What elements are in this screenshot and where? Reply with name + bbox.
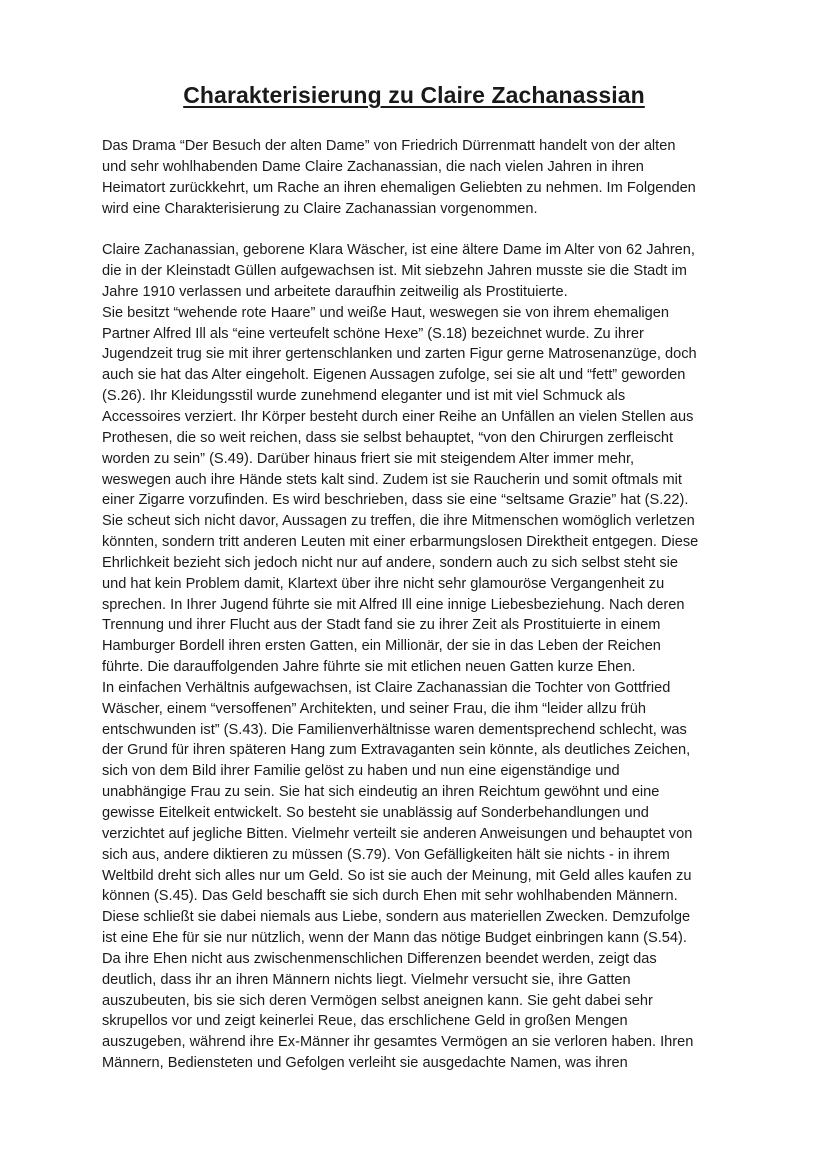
text-line: (S.26). Ihr Kleidungsstil wurde zunehmend eleganter und ist mit viel Schmuck als bbox=[102, 388, 626, 405]
text-line: Da ihre Ehen nicht aus zwischenmenschlichen Differenzen beendet werden, zeigt das bbox=[102, 950, 657, 967]
text-line: auch sie hat das Alter eingeholt. Eigenen Aussagen zufolge, sei sie alt und “fett” geworden bbox=[102, 367, 686, 384]
text-line: sich von dem Bild ihrer Familie gelöst zu haben und nun eine eigenständige und bbox=[102, 763, 620, 780]
text-line: Hamburger Bordell ihren ersten Gatten, ein Millionär, der sie in das Leben der Reichen bbox=[102, 638, 661, 655]
text-line: gewisse Eitelkeit entwickelt. So besteht sie unablässig auf Sonderbehandlungen und bbox=[102, 805, 649, 821]
text-line: können (S.45). Das Geld beschafft sie sich durch Ehen mit sehr wohlhabenden Männern. bbox=[102, 888, 678, 905]
text-line: und sehr wohlhabenden Dame Claire Zachanassian, die nach vielen Jahren in ihren bbox=[102, 158, 644, 175]
document-body bbox=[102, 136, 742, 1074]
text-line: einer Zigarre vorzufinden. Es wird beschrieben, dass sie eine “seltsame Grazie” hat (S.22). bbox=[102, 492, 689, 509]
main-paragraph bbox=[102, 240, 742, 1074]
text-line: auszugeben, während ihre Ex-Männer ihr gesamtes Vermögen an sie verloren haben. Ihren bbox=[102, 1034, 694, 1051]
text-line: sich aus, andere diktieren zu müssen (S.79). Von Gefälligkeiten hält sie nichts - in ihrem bbox=[102, 846, 670, 863]
text-line: wird eine Charakterisierung zu Claire Zachanassian vorgenommen. bbox=[102, 200, 538, 217]
page-title: Charakterisierung zu Claire Zachanassian bbox=[183, 82, 645, 108]
text-line: deutlich, dass ihr an ihren Männern nichts liegt. Vielmehr versucht sie, ihre Gatten bbox=[102, 971, 631, 988]
text-line: Wäscher, einem “versoffenen” Architekten, und seiner Frau, die ihm “leider allzu früh bbox=[102, 700, 647, 717]
text-line: führte. Die darauffolgenden Jahre führte sie mit etlichen neuen Gatten kurze Ehen. bbox=[102, 659, 636, 676]
text-line: Heimatort zurückkehrt, um Rache an ihren ehemaligen Geliebten zu nehmen. Im Folgenden bbox=[102, 179, 696, 196]
text-line: In einfachen Verhältnis aufgewachsen, ist Claire Zachanassian die Tochter von Gottfried bbox=[102, 679, 671, 696]
text-line: Das Drama “Der Besuch der alten Dame” von Friedrich Dürrenmatt handelt von der alten bbox=[102, 138, 676, 154]
text-line: Ehrlichkeit bezieht sich jedoch nicht nur auf andere, sondern auch zu sich selbst steht sie bbox=[102, 554, 678, 571]
text-line: Männern, Bediensteten und Gefolgen verleiht sie ausgedachte Namen, was ihren bbox=[102, 1055, 628, 1072]
text-line: sprechen. In Ihrer Jugend führte sie mit Alfred Ill eine innige Liebesbeziehung. Nach deren bbox=[102, 596, 685, 613]
text-line: könnten, sondern tritt anderen Leuten mit einer erbarmungslosen Direktheit entgegen. Diese bbox=[102, 534, 699, 551]
text-line: unabhängige Frau zu sein. Sie hat sich eindeutig an ihren Reichtum gewöhnt und eine bbox=[102, 784, 660, 801]
intro-paragraph bbox=[102, 136, 742, 219]
text-line: Sie scheut sich nicht davor, Aussagen zu treffen, die ihre Mitmenschen womöglich verletzen bbox=[102, 513, 695, 530]
text-line: die in der Kleinstadt Güllen aufgewachsen ist. Mit siebzehn Jahren musste sie die Stadt im bbox=[102, 263, 687, 280]
text-line: Prothesen, die so weit reichen, dass sie selbst behauptet, “von den Chirurgen zerfleischt bbox=[102, 429, 674, 446]
text-line: Jugendzeit trug sie mit ihrer gertenschlanken und zarten Figur gerne Matrosenanzüge, doch bbox=[102, 346, 697, 363]
text-line: verzichtet auf jegliche Bitten. Vielmehr verteilt sie anderen Anweisungen und behauptet von bbox=[102, 825, 693, 842]
text-line: Claire Zachanassian, geborene Klara Wäscher, ist eine ältere Dame im Alter von 62 Jahren, bbox=[102, 242, 695, 259]
text-line: Jahre 1910 verlassen und arbeitete daraufhin zeitweilig als Prostituierte. bbox=[102, 283, 568, 300]
text-line: und hat kein Problem damit, Klartext über ihre nicht sehr glamouröse Vergangenheit zu bbox=[102, 575, 665, 592]
text-line: weswegen auch ihre Hände stets kalt sind. Zudem ist sie Raucherin und somit oftmals mit bbox=[102, 471, 682, 488]
text-line: Partner Alfred Ill als “eine verteufelt schöne Hexe” (S.18) bezeichnet wurde. Zu ihrer bbox=[102, 325, 644, 342]
text-line: ist eine Ehe für sie nur nützlich, wenn der Mann das nötige Budget einbringen kann (S.54). bbox=[102, 930, 687, 947]
text-line: Weltbild dreht sich alles nur um Geld. So ist sie auch der Meinung, mit Geld alles kaufen zu bbox=[102, 867, 692, 884]
text-line: der Grund für ihren späteren Hang zum Extravaganten sein könnte, als deutliches Zeichen, bbox=[102, 742, 691, 759]
text-line: Sie besitzt “wehende rote Haare” und weiße Haut, weswegen sie von ihrem ehemaligen bbox=[102, 304, 670, 321]
text-line: Trennung und ihrer Flucht aus der Stadt fand sie zu ihrer Zeit als Prostituierte in einem bbox=[102, 617, 661, 634]
text-line: Accessoires verziert. Ihr Körper besteht durch einer Reihe an Unfällen an vielen Stellen aus bbox=[102, 408, 694, 425]
text-line: skrupellos vor und zeigt keinerlei Reue, das erschlichene Geld in großen Mengen bbox=[102, 1013, 628, 1030]
paragraph-gap bbox=[102, 219, 742, 240]
text-line: Diese schließt sie dabei niemals aus Liebe, sondern aus materiellen Zwecken. Demzufolge bbox=[102, 909, 691, 926]
text-line: worden zu sein” (S.49). Darüber hinaus friert sie mit steigendem Alter immer mehr, bbox=[102, 450, 635, 467]
text-line: auszubeuten, bis sie sich deren Vermögen selbst aneignen kann. Sie geht dabei sehr bbox=[102, 992, 653, 1009]
text-line: entschwunden ist” (S.43). Die Familienverhältnisse waren dementsprechend schlecht, was bbox=[102, 721, 687, 738]
